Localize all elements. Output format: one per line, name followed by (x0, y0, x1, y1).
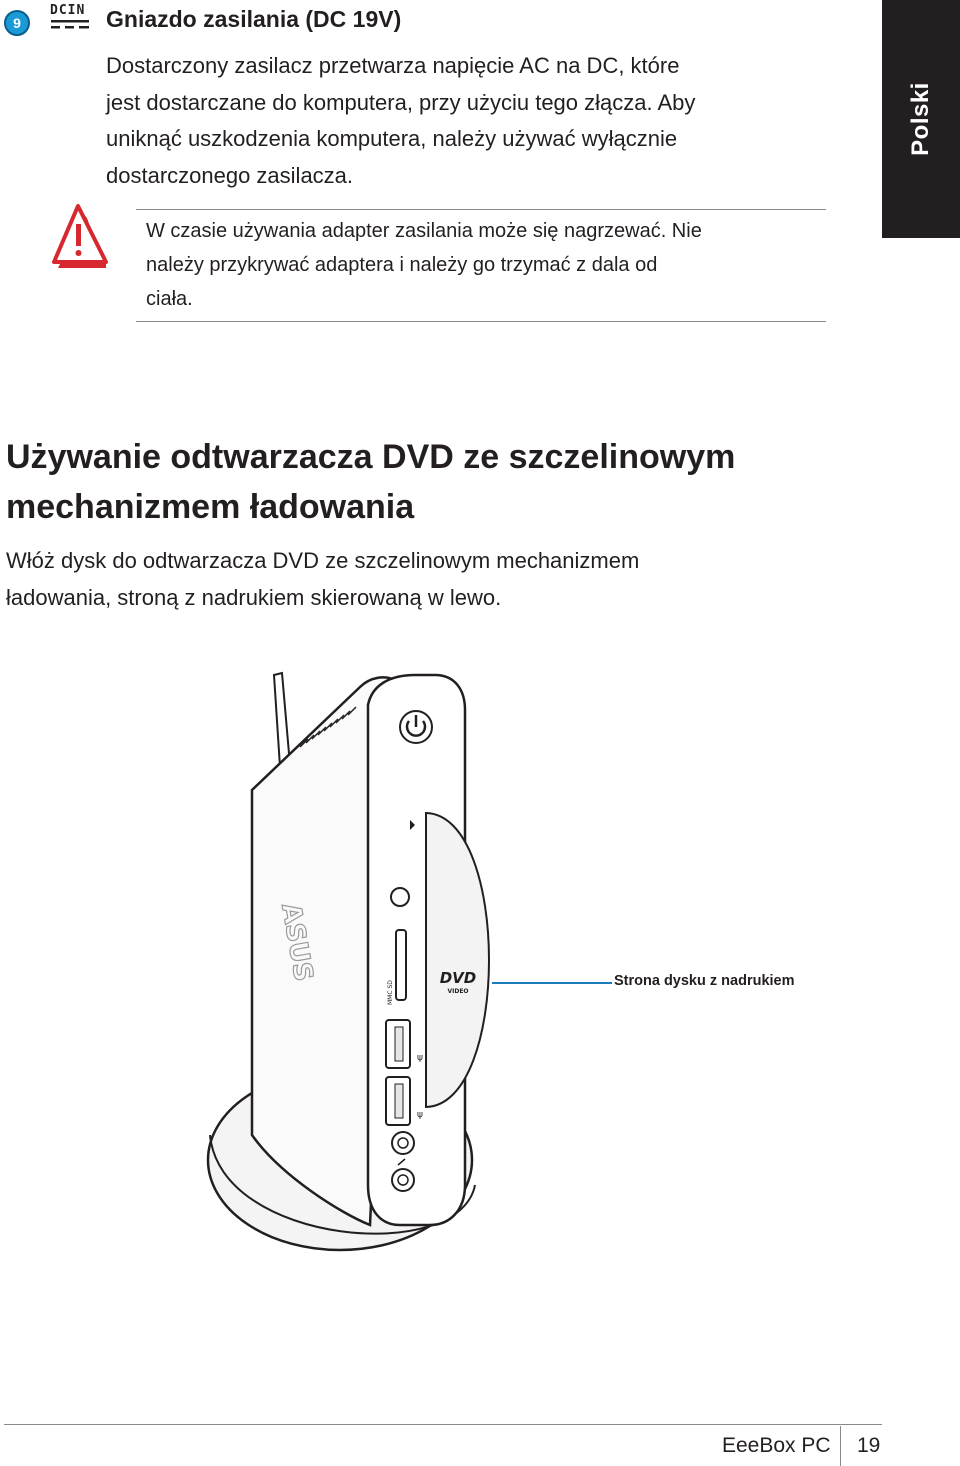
footer-rule (4, 1424, 882, 1425)
card-reader-label: MMC SD (387, 980, 394, 1005)
warning-hot-surface-icon (50, 202, 110, 272)
warning-line: W czasie używania adapter zasilania może się nagrzewać. Nie (146, 220, 702, 242)
paragraph-line: Dostarczony zasilacz przetwarza napięcie AC na DC, które (106, 53, 680, 78)
heading-line: mechanizmem ładowania (6, 488, 415, 526)
paragraph-line: jest dostarczane do komputera, przy użyciu tego złącza. Aby (106, 89, 696, 115)
section-paragraph (106, 48, 866, 194)
footer-divider (840, 1426, 841, 1466)
dc-in-label: DCIN (50, 3, 86, 18)
power-icon (400, 711, 432, 743)
svg-text:ASUS: ASUS (275, 901, 319, 984)
svg-text:ψ: ψ (417, 1053, 423, 1063)
warning-top-rule (136, 209, 826, 210)
dc-symbol-icon (50, 18, 92, 32)
svg-text:ψ: ψ (417, 1110, 423, 1120)
warning-line: należy przykrywać adaptera i należy go trzymać z dala od (146, 254, 658, 276)
section-number-badge: 9 (4, 10, 30, 36)
section-title: Gniazdo zasilania (DC 19V) (106, 6, 402, 32)
dvd-section-body (6, 543, 906, 616)
dvd-logo-subtext: VIDEO (447, 988, 469, 995)
language-tab-label: Polski (907, 82, 934, 156)
headphone-icon (392, 1132, 414, 1154)
body-line: Włóż dysk do odtwarzacza DVD ze szczelinowym mechanizmem (6, 548, 640, 573)
heading-line: Używanie odtwarzacza DVD ze szczelinowym (6, 438, 736, 476)
warning-text (146, 214, 826, 316)
language-tab (882, 0, 960, 238)
body-line: ładowania, stroną z nadrukiem skierowaną w lewo. (6, 584, 502, 610)
dvd-logo-text: DVD (439, 969, 477, 987)
eeebox-drawing (200, 665, 500, 1265)
dc-in-icon (50, 4, 92, 34)
warning-line: ciała. (146, 288, 193, 310)
paragraph-line: uniknąć uszkodzenia komputera, należy używać wyłącznie (106, 126, 678, 151)
footer-page-number: 19 (857, 1434, 881, 1457)
warning-bottom-rule (136, 321, 826, 322)
callout-label: Strona dysku z nadrukiem (614, 973, 795, 989)
eeebox-illustration (200, 665, 500, 1265)
paragraph-line: dostarczonego zasilacza. (106, 162, 354, 188)
footer-product-name: EeeBox PC (722, 1434, 831, 1457)
callout-line (492, 982, 612, 984)
dvd-section-heading (6, 432, 906, 532)
